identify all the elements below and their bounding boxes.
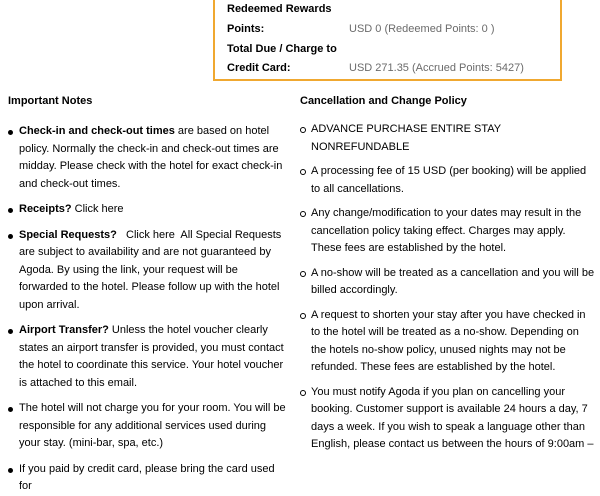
points-label: Points:: [227, 23, 265, 35]
important-notes-title: Important Notes: [8, 95, 93, 107]
credit-card-row: [227, 62, 524, 74]
bullet-dot-icon: [8, 407, 13, 412]
note-item-bold: Receipts?: [19, 203, 72, 215]
bullet-dot-icon: [8, 208, 13, 213]
important-notes-list: [8, 123, 288, 496]
bullet-circle-icon: [300, 169, 306, 175]
credit-card-value: USD 271.35 (Accrued Points: 5427): [349, 62, 524, 74]
note-item: [8, 400, 288, 453]
note-item-text[interactable]: Click here All Special Requests are subject to availability and are not guaranteed by Agoda. By using the link, your request will be forwarded to the hotel. Please follow up with the hotel upon arrival.: [19, 228, 285, 311]
note-item-bold: Check-in and check-out times: [19, 125, 175, 137]
payment-summary-box: [213, 0, 562, 81]
policy-item-text: You must notify Agoda if you plan on cancelling your booking. Customer support is available 24 hours a day, 7 days a week. If you wish to speak a language other than English, please contact us between the hours of 9:00am –: [311, 385, 594, 450]
policy-item: [300, 163, 596, 198]
policy-item: [300, 265, 596, 300]
note-item: [8, 322, 288, 392]
bullet-dot-icon: [8, 130, 13, 135]
redeemed-rewards-label: Redeemed Rewards: [227, 3, 332, 15]
bullet-circle-icon: [300, 390, 306, 396]
policy-item: [300, 384, 596, 454]
bullet-dot-icon: [8, 468, 13, 473]
bullet-dot-icon: [8, 234, 13, 239]
cancellation-policy-list: [300, 121, 596, 454]
note-item-bold: Special Requests?: [19, 228, 117, 241]
note-item: [8, 123, 288, 193]
points-value: USD 0 (Redeemed Points: 0 ): [349, 23, 495, 35]
bullet-circle-icon: [300, 211, 306, 217]
policy-item: [300, 307, 596, 377]
note-item: [8, 461, 288, 496]
policy-item: [300, 205, 596, 258]
bullet-dot-icon: [8, 329, 13, 334]
policy-item-text: Any change/modification to your dates may result in the cancellation policy taking effect. Charges may apply. These fees are established by the hotel.: [311, 207, 582, 254]
policy-item-text: A request to shorten your stay after you have checked in to the hotel will be treated as a no-show. Depending on the hotels no-show policy, unused nights may not be refunded. These fees are established by the hotel.: [311, 308, 586, 373]
note-item: [8, 201, 288, 219]
note-item-text: If you paid by credit card, please bring the card used for: [19, 462, 275, 492]
total-due-label: Total Due / Charge to: [227, 43, 337, 55]
points-row: [227, 23, 495, 35]
note-item: [8, 227, 288, 315]
policy-item: [300, 121, 596, 156]
policy-item-text: ADVANCE PURCHASE ENTIRE STAY NONREFUNDABLE: [311, 123, 501, 153]
credit-card-label: Credit Card:: [227, 62, 291, 74]
note-item-text: The hotel will not charge you for your room. You will be responsible for any additional services used during your stay. (mini-bar, spa, etc.): [19, 402, 286, 449]
policy-item-text: A no-show will be treated as a cancellation and you will be billed accordingly.: [311, 266, 595, 296]
note-item-text: are based on hotel policy. Normally the check-in and check-out times are midday. Please check with the hotel for exact check-in and check-out times.: [19, 125, 283, 190]
cancellation-policy-section: [300, 92, 596, 454]
bullet-circle-icon: [300, 271, 306, 277]
note-item-text: Unless the hotel voucher clearly states an airport transfer is provided, you must contact the hotel to coordinate this service. Your hotel voucher is attached to this email.: [19, 324, 284, 389]
bullet-circle-icon: [300, 313, 306, 319]
note-item-bold: Airport Transfer?: [19, 324, 109, 336]
bullet-circle-icon: [300, 127, 306, 133]
cancellation-policy-title: Cancellation and Change Policy: [300, 95, 467, 107]
policy-item-text: A processing fee of 15 USD (per booking) will be applied to all cancellations.: [311, 165, 587, 195]
receipts-link[interactable]: Click here: [71, 203, 124, 215]
important-notes-section: [8, 92, 288, 496]
